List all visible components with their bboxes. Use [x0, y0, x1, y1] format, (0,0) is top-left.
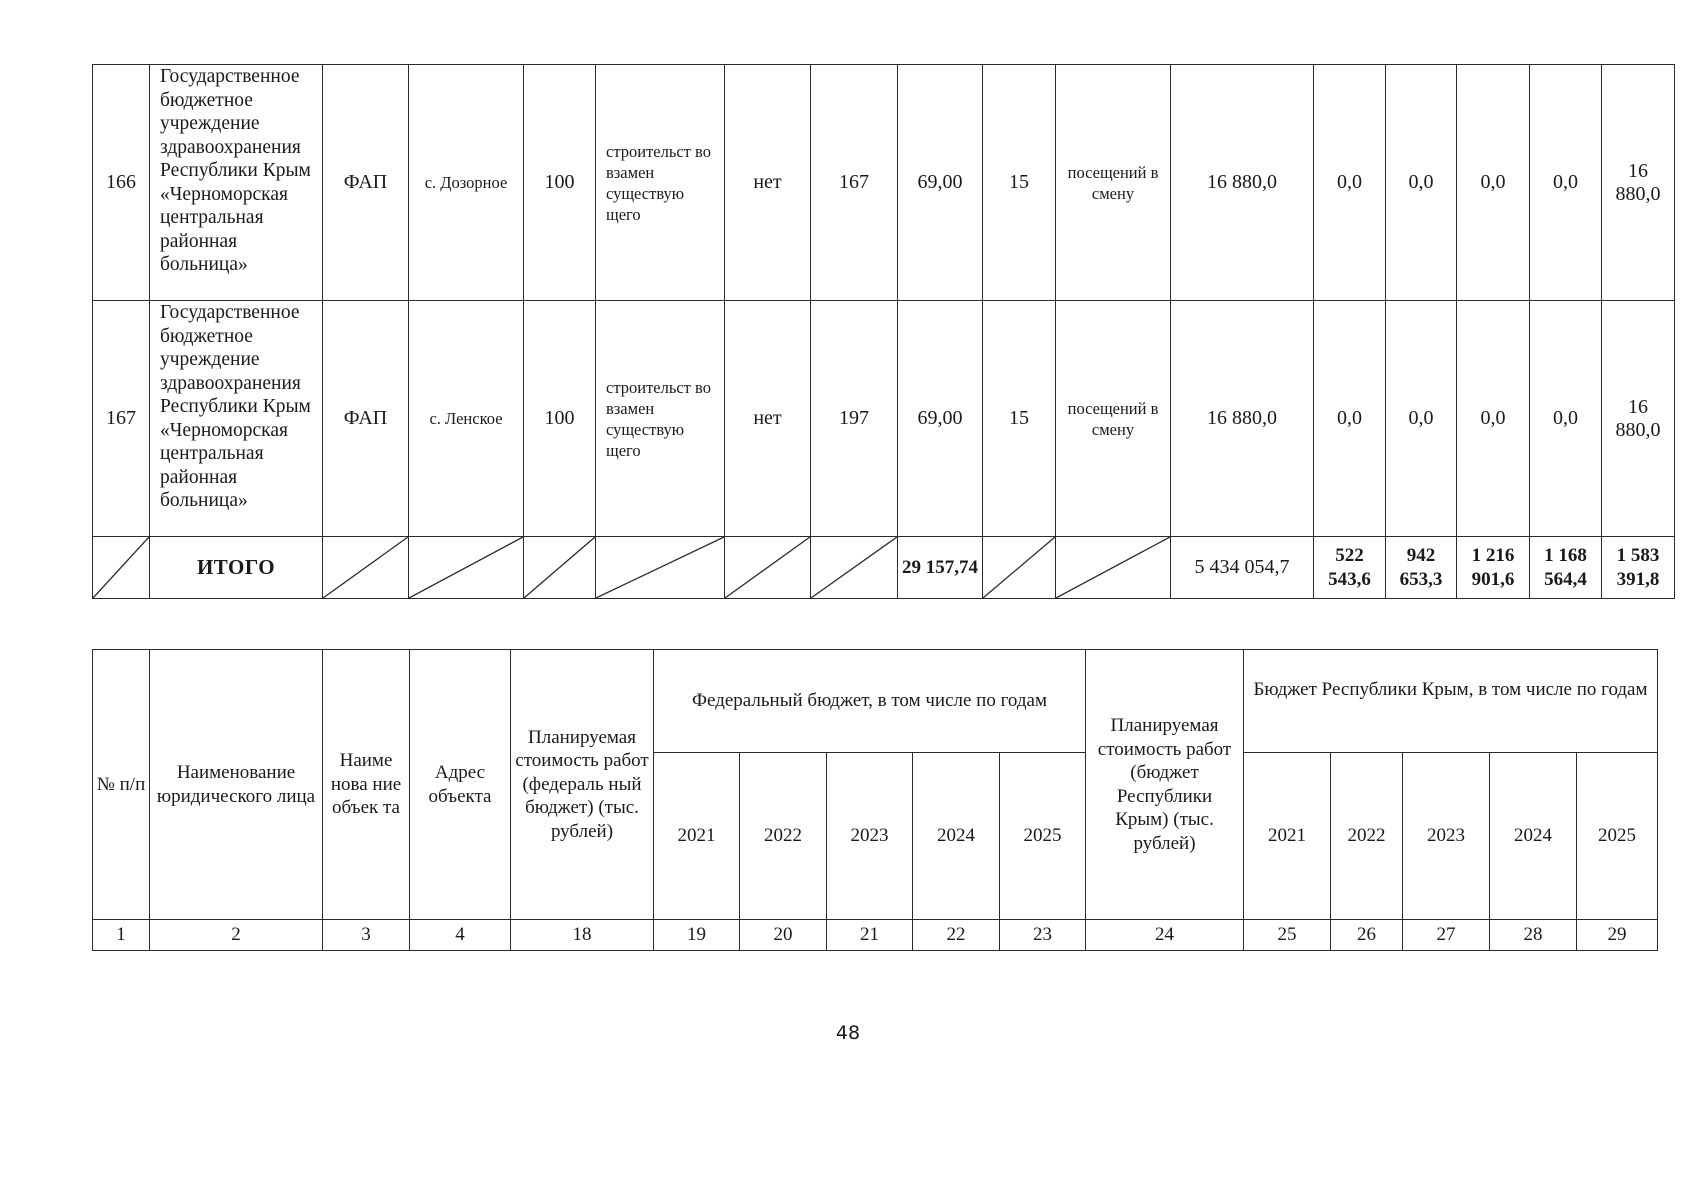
empty-cell [524, 537, 596, 599]
header-regional-cost: Планируемая стоимость работ (бюджет Республики Крым) (тыс. рублей) [1086, 650, 1244, 920]
header-year: 2021 [1244, 753, 1331, 920]
header-address: Адрес объекта [410, 650, 511, 920]
capacity-unit: посещений в смену [1056, 65, 1171, 301]
table-row [93, 301, 1675, 537]
header-year: 2025 [1577, 753, 1658, 920]
column-number: 3 [323, 920, 410, 951]
cost-2023: 0,0 [1457, 301, 1530, 537]
total-area: 29 157,74 [898, 537, 983, 599]
area: 69,00 [898, 65, 983, 301]
total-label: ИТОГО [150, 537, 323, 599]
readiness: 100 [524, 301, 596, 537]
cost-2022: 0,0 [1386, 65, 1457, 301]
cost-2021: 0,0 [1314, 65, 1386, 301]
empty-cell [811, 537, 898, 599]
header-year: 2023 [827, 753, 913, 920]
budget-header-table [92, 649, 1658, 951]
total-2021: 522 543,6 [1314, 537, 1386, 599]
header-regional-group: Бюджет Республики Крым, в том числе по годам [1244, 650, 1658, 753]
capacity-unit: посещений в смену [1056, 301, 1171, 537]
column-number: 1 [93, 920, 150, 951]
existing-object: нет [725, 301, 811, 537]
population: 167 [811, 65, 898, 301]
total-2025: 1 583 391,8 [1602, 537, 1675, 599]
header-year: 2022 [1331, 753, 1403, 920]
object-address: с. Дозорное [409, 65, 524, 301]
area: 69,00 [898, 301, 983, 537]
column-number: 27 [1403, 920, 1490, 951]
total-cost-sum: 5 434 054,7 [1171, 537, 1314, 599]
cost-2023: 0,0 [1457, 65, 1530, 301]
header-federal-group: Федеральный бюджет, в том числе по годам [654, 650, 1086, 753]
column-number: 26 [1331, 920, 1403, 951]
header-year: 2022 [740, 753, 827, 920]
total-row [93, 537, 1675, 599]
column-number: 19 [654, 920, 740, 951]
column-number: 29 [1577, 920, 1658, 951]
header-year: 2024 [913, 753, 1000, 920]
object-type: ФАП [323, 65, 409, 301]
column-number: 24 [1086, 920, 1244, 951]
column-number: 4 [410, 920, 511, 951]
column-number: 21 [827, 920, 913, 951]
objects-table [92, 64, 1675, 599]
row-number: 166 [93, 65, 150, 301]
capacity: 15 [983, 65, 1056, 301]
header-org-name: Наименование юридического лица [150, 650, 323, 920]
header-year: 2024 [1490, 753, 1577, 920]
total-2024: 1 168 564,4 [1530, 537, 1602, 599]
org-name: Государственное бюджетное учреждение здравоохранения Республики Крым «Черноморская центральная районная больница» [150, 301, 323, 537]
column-number: 28 [1490, 920, 1577, 951]
header-federal-cost: Планируемая стоимость работ (федераль ный бюджет) (тыс. рублей) [511, 650, 654, 920]
population: 197 [811, 301, 898, 537]
header-object-name: Наиме нова ние объек та [323, 650, 410, 920]
work-type: строительст во взамен существую щего [596, 301, 725, 537]
empty-cell [983, 537, 1056, 599]
empty-cell [93, 537, 150, 599]
total-2023: 1 216 901,6 [1457, 537, 1530, 599]
column-number: 18 [511, 920, 654, 951]
object-type: ФАП [323, 301, 409, 537]
empty-cell [725, 537, 811, 599]
empty-cell [596, 537, 725, 599]
header-year: 2021 [654, 753, 740, 920]
row-number: 167 [93, 301, 150, 537]
column-number: 22 [913, 920, 1000, 951]
table-row [93, 65, 1675, 301]
header-year: 2023 [1403, 753, 1490, 920]
object-address: с. Ленское [409, 301, 524, 537]
header-num: № п/п [93, 650, 150, 920]
total-cost: 16 880,0 [1171, 301, 1314, 537]
header-year: 2025 [1000, 753, 1086, 920]
total-cost: 16 880,0 [1171, 65, 1314, 301]
cost-2024: 0,0 [1530, 65, 1602, 301]
existing-object: нет [725, 65, 811, 301]
empty-cell [1056, 537, 1171, 599]
total-2022: 942 653,3 [1386, 537, 1457, 599]
column-number: 2 [150, 920, 323, 951]
column-number: 23 [1000, 920, 1086, 951]
column-number: 25 [1244, 920, 1331, 951]
empty-cell [323, 537, 409, 599]
cost-2024: 0,0 [1530, 301, 1602, 537]
cost-2025: 16 880,0 [1602, 301, 1675, 537]
capacity: 15 [983, 301, 1056, 537]
readiness: 100 [524, 65, 596, 301]
column-number: 20 [740, 920, 827, 951]
cost-2022: 0,0 [1386, 301, 1457, 537]
org-name: Государственное бюджетное учреждение здравоохранения Республики Крым «Черноморская центральная районная больница» [150, 65, 323, 301]
page-number: 48 [835, 1022, 861, 1044]
empty-cell [409, 537, 524, 599]
cost-2025: 16 880,0 [1602, 65, 1675, 301]
work-type: строительст во взамен существую щего [596, 65, 725, 301]
cost-2021: 0,0 [1314, 301, 1386, 537]
